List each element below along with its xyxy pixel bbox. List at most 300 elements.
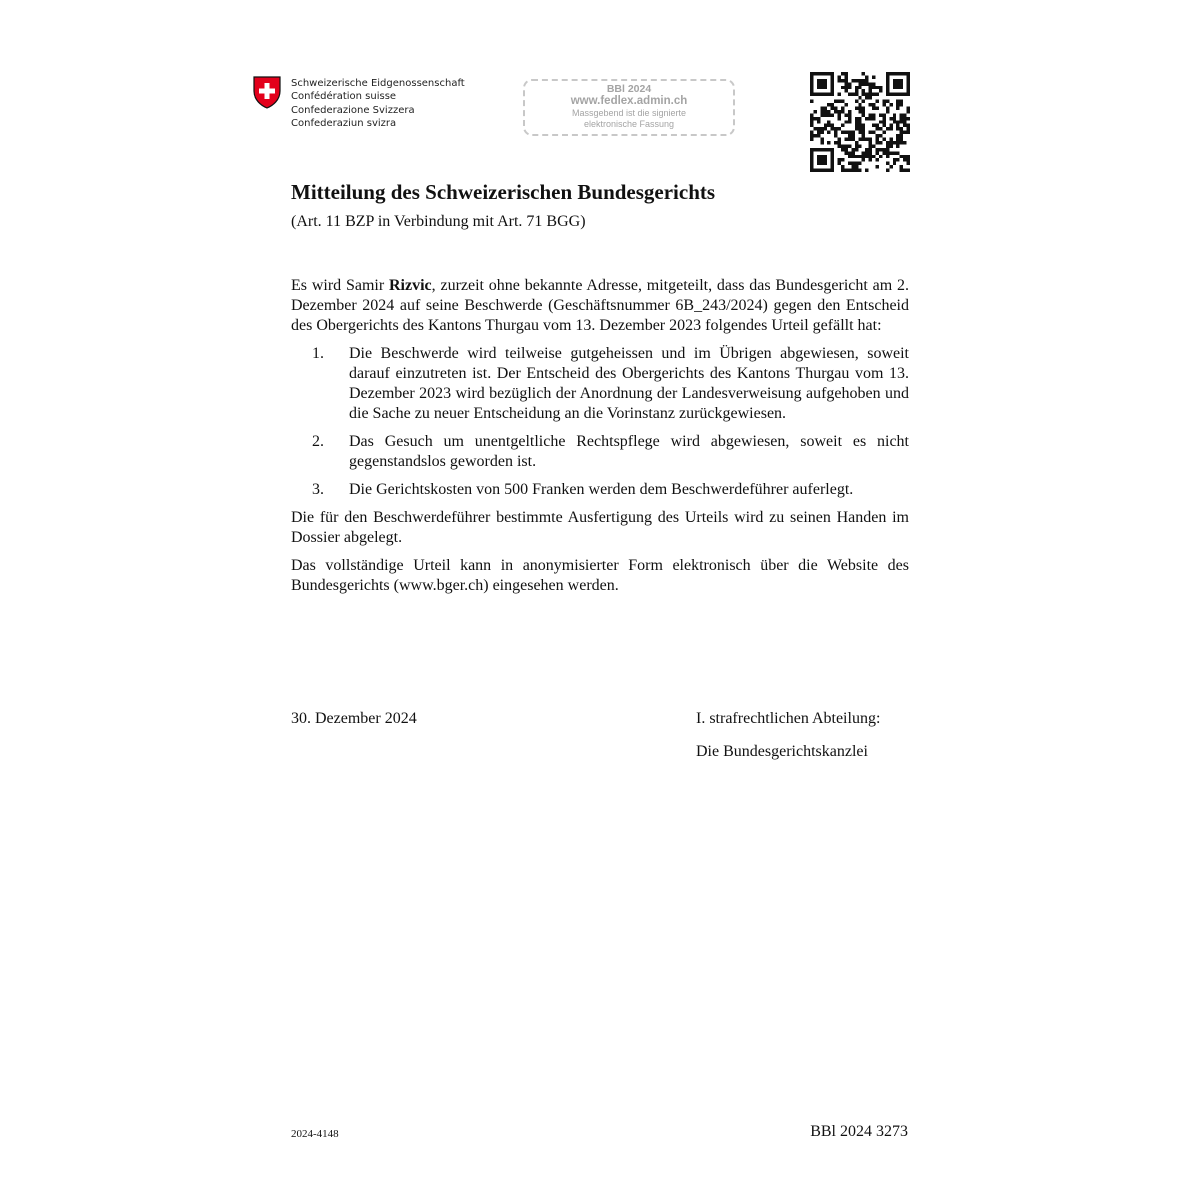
qr-module bbox=[900, 127, 903, 130]
qr-module bbox=[869, 141, 872, 144]
qr-module bbox=[886, 169, 889, 172]
qr-module bbox=[869, 131, 872, 134]
qr-module bbox=[862, 100, 865, 103]
qr-module bbox=[841, 158, 844, 161]
qr-module bbox=[889, 117, 892, 120]
qr-module bbox=[900, 82, 903, 85]
agency-line-it: Confederazione Svizzera bbox=[291, 104, 415, 116]
qr-module bbox=[841, 144, 844, 147]
qr-module bbox=[848, 117, 851, 120]
qr-module bbox=[903, 155, 906, 158]
qr-module bbox=[862, 72, 865, 75]
qr-module bbox=[876, 134, 879, 137]
qr-module bbox=[817, 131, 820, 134]
qr-module bbox=[876, 141, 879, 144]
qr-module bbox=[886, 162, 889, 165]
intro-paragraph bbox=[291, 276, 909, 336]
qr-module bbox=[834, 134, 837, 137]
qr-module bbox=[831, 158, 834, 161]
qr-module bbox=[824, 148, 827, 151]
qr-module bbox=[813, 127, 816, 130]
agency-line-de: Schweizerische Eidgenossenschaft bbox=[291, 78, 465, 89]
qr-module bbox=[844, 79, 847, 82]
qr-module bbox=[810, 138, 813, 141]
qr-module bbox=[855, 86, 858, 89]
qr-module bbox=[813, 110, 816, 113]
qr-module bbox=[824, 127, 827, 130]
qr-module bbox=[838, 110, 841, 113]
qr-module bbox=[831, 148, 834, 151]
qr-module bbox=[810, 93, 813, 96]
qr-module bbox=[858, 131, 861, 134]
page-title: Mitteilung des Schweizerischen Bundesgerichts bbox=[291, 180, 716, 204]
qr-code bbox=[810, 72, 910, 172]
qr-module bbox=[820, 169, 823, 172]
qr-module bbox=[848, 144, 851, 147]
qr-module bbox=[848, 134, 851, 137]
qr-module bbox=[855, 120, 858, 123]
qr-module bbox=[900, 169, 903, 172]
qr-module bbox=[896, 82, 899, 85]
qr-module bbox=[886, 86, 889, 89]
qr-module bbox=[810, 82, 813, 85]
qr-module bbox=[896, 106, 899, 109]
qr-module bbox=[827, 110, 830, 113]
qr-module bbox=[900, 138, 903, 141]
qr-module bbox=[851, 93, 854, 96]
qr-module bbox=[824, 158, 827, 161]
qr-module bbox=[820, 82, 823, 85]
qr-module bbox=[810, 72, 813, 75]
qr-module bbox=[900, 131, 903, 134]
qr-module bbox=[903, 117, 906, 120]
qr-module bbox=[820, 162, 823, 165]
qr-module bbox=[851, 151, 854, 154]
qr-module bbox=[855, 155, 858, 158]
qr-module bbox=[886, 72, 889, 75]
verdict-item-number: 3. bbox=[312, 481, 324, 498]
qr-module bbox=[876, 124, 879, 127]
qr-module bbox=[889, 124, 892, 127]
qr-module bbox=[882, 100, 885, 103]
qr-module bbox=[841, 124, 844, 127]
qr-module bbox=[889, 72, 892, 75]
qr-module bbox=[872, 93, 875, 96]
qr-module bbox=[824, 124, 827, 127]
qr-module bbox=[882, 124, 885, 127]
qr-module bbox=[817, 82, 820, 85]
qr-module bbox=[903, 93, 906, 96]
qr-module bbox=[838, 117, 841, 120]
qr-module bbox=[820, 138, 823, 141]
qr-module bbox=[872, 124, 875, 127]
qr-module bbox=[900, 141, 903, 144]
qr-module bbox=[865, 79, 868, 82]
qr-module bbox=[907, 86, 910, 89]
qr-module bbox=[907, 110, 910, 113]
qr-module bbox=[903, 131, 906, 134]
qr-module bbox=[827, 169, 830, 172]
qr-module bbox=[872, 82, 875, 85]
qr-module bbox=[831, 124, 834, 127]
qr-module bbox=[844, 138, 847, 141]
qr-module bbox=[886, 100, 889, 103]
qr-module bbox=[896, 127, 899, 130]
qr-module bbox=[896, 124, 899, 127]
qr-module bbox=[869, 82, 872, 85]
qr-module bbox=[834, 100, 837, 103]
copy-paragraph: Die für den Beschwerdeführer bestimmte Ausfertigung des Urteils wird zu seinen Handen im Dossier abgelegt. bbox=[291, 509, 909, 546]
qr-module bbox=[879, 148, 882, 151]
qr-module bbox=[876, 93, 879, 96]
qr-module bbox=[838, 93, 841, 96]
qr-module bbox=[862, 113, 865, 116]
qr-module bbox=[817, 120, 820, 123]
qr-module bbox=[824, 93, 827, 96]
qr-module bbox=[893, 151, 896, 154]
qr-module bbox=[882, 131, 885, 134]
qr-module bbox=[824, 72, 827, 75]
qr-module bbox=[865, 96, 868, 99]
qr-module bbox=[903, 158, 906, 161]
qr-module bbox=[838, 138, 841, 141]
qr-module bbox=[831, 151, 834, 154]
qr-module bbox=[810, 169, 813, 172]
qr-module bbox=[893, 120, 896, 123]
qr-module bbox=[869, 113, 872, 116]
qr-module bbox=[848, 82, 851, 85]
qr-module bbox=[844, 86, 847, 89]
qr-module bbox=[820, 141, 823, 144]
qr-module bbox=[838, 100, 841, 103]
qr-module bbox=[900, 134, 903, 137]
qr-module bbox=[862, 158, 865, 161]
qr-module bbox=[886, 155, 889, 158]
intro-lead: Es wird Samir bbox=[291, 277, 389, 294]
qr-module bbox=[865, 138, 868, 141]
qr-module bbox=[831, 89, 834, 92]
qr-module bbox=[817, 169, 820, 172]
qr-module bbox=[893, 93, 896, 96]
qr-module bbox=[810, 120, 813, 123]
qr-module bbox=[827, 93, 830, 96]
document-date: 30. Dezember 2024 bbox=[291, 710, 417, 727]
qr-module bbox=[869, 117, 872, 120]
agency-line-fr: Confédération suisse bbox=[291, 91, 397, 103]
qr-module bbox=[820, 86, 823, 89]
qr-module bbox=[855, 148, 858, 151]
qr-module bbox=[858, 96, 861, 99]
qr-module bbox=[896, 100, 899, 103]
page-reference: BBl 2024 3273 bbox=[810, 1123, 908, 1140]
qr-module bbox=[827, 120, 830, 123]
qr-module bbox=[848, 93, 851, 96]
qr-module bbox=[896, 138, 899, 141]
qr-module bbox=[886, 144, 889, 147]
intro-rest: , zurzeit ohne bekannte Adresse, mitgeteilt, dass das Bundesgericht am 2. Dezember 2024 auf seine Beschwerde (Geschäftsnummer 6B_243/2024) gegen den Entscheid des Obergerichts des Kantons Thurgau vom 13. Dezember 2023 folgendes Urteil gefällt hat: bbox=[291, 277, 910, 334]
swiss-crest-icon bbox=[253, 76, 281, 109]
qr-module bbox=[903, 169, 906, 172]
qr-module bbox=[831, 106, 834, 109]
qr-module bbox=[810, 155, 813, 158]
qr-module bbox=[865, 117, 868, 120]
qr-module bbox=[827, 124, 830, 127]
qr-module bbox=[858, 169, 861, 172]
qr-module bbox=[824, 79, 827, 82]
agency-line-rm: Confederaziun svizra bbox=[291, 117, 397, 129]
qr-module bbox=[903, 113, 906, 116]
qr-module bbox=[876, 151, 879, 154]
qr-module bbox=[851, 79, 854, 82]
qr-module bbox=[876, 148, 879, 151]
qr-module bbox=[900, 86, 903, 89]
qr-module bbox=[858, 124, 861, 127]
qr-module bbox=[848, 155, 851, 158]
qr-module bbox=[869, 138, 872, 141]
qr-module bbox=[893, 82, 896, 85]
stamp-note-1: Massgebend ist die signierte bbox=[571, 108, 687, 118]
qr-module bbox=[907, 169, 910, 172]
qr-module bbox=[810, 158, 813, 161]
qr-module bbox=[882, 117, 885, 120]
qr-module bbox=[869, 89, 872, 92]
verdict-item bbox=[291, 344, 909, 424]
qr-module bbox=[889, 165, 892, 168]
qr-module bbox=[834, 127, 837, 130]
qr-module bbox=[900, 155, 903, 158]
qr-module bbox=[869, 148, 872, 151]
qr-module bbox=[813, 134, 816, 137]
qr-module bbox=[841, 106, 844, 109]
qr-module bbox=[813, 72, 816, 75]
qr-module bbox=[889, 144, 892, 147]
qr-module bbox=[827, 113, 830, 116]
qr-module bbox=[844, 169, 847, 172]
qr-module bbox=[865, 169, 868, 172]
qr-module bbox=[817, 148, 820, 151]
qr-module bbox=[855, 93, 858, 96]
qr-module bbox=[844, 120, 847, 123]
qr-module bbox=[820, 93, 823, 96]
qr-module bbox=[831, 72, 834, 75]
qr-module bbox=[869, 151, 872, 154]
qr-module bbox=[869, 96, 872, 99]
qr-module bbox=[900, 117, 903, 120]
qr-module bbox=[882, 120, 885, 123]
qr-module bbox=[813, 117, 816, 120]
verdict-item-text: Das Gesuch um unentgeltliche Rechtspflege wird abgewiesen, soweit es nicht gegenstandslos geworden ist. bbox=[349, 433, 909, 470]
qr-module bbox=[844, 103, 847, 106]
qr-module bbox=[810, 89, 813, 92]
qr-module bbox=[872, 155, 875, 158]
qr-module bbox=[848, 110, 851, 113]
qr-module bbox=[855, 141, 858, 144]
qr-module bbox=[817, 158, 820, 161]
qr-module bbox=[858, 162, 861, 165]
qr-module bbox=[824, 169, 827, 172]
qr-module bbox=[827, 141, 830, 144]
qr-module bbox=[838, 158, 841, 161]
qr-module bbox=[886, 75, 889, 78]
qr-module bbox=[903, 124, 906, 127]
qr-module bbox=[817, 155, 820, 158]
qr-module bbox=[869, 103, 872, 106]
qr-module bbox=[838, 141, 841, 144]
qr-module bbox=[893, 141, 896, 144]
qr-module bbox=[900, 72, 903, 75]
qr-module bbox=[855, 100, 858, 103]
qr-module bbox=[862, 138, 865, 141]
qr-module bbox=[900, 93, 903, 96]
qr-module bbox=[824, 86, 827, 89]
qr-module bbox=[851, 134, 854, 137]
qr-module bbox=[858, 106, 861, 109]
qr-module bbox=[817, 162, 820, 165]
qr-module bbox=[810, 113, 813, 116]
qr-module bbox=[810, 131, 813, 134]
qr-module bbox=[848, 169, 851, 172]
qr-module bbox=[879, 113, 882, 116]
qr-module bbox=[824, 110, 827, 113]
qr-module bbox=[855, 89, 858, 92]
qr-module bbox=[862, 127, 865, 130]
qr-module bbox=[855, 117, 858, 120]
qr-module bbox=[907, 124, 910, 127]
qr-module bbox=[862, 134, 865, 137]
qr-module bbox=[896, 144, 899, 147]
qr-module bbox=[869, 158, 872, 161]
qr-module bbox=[900, 165, 903, 168]
qr-module bbox=[841, 148, 844, 151]
qr-module bbox=[862, 131, 865, 134]
qr-module bbox=[882, 103, 885, 106]
qr-module bbox=[903, 120, 906, 123]
qr-module bbox=[872, 86, 875, 89]
qr-module bbox=[858, 120, 861, 123]
qr-module bbox=[876, 158, 879, 161]
qr-module bbox=[813, 93, 816, 96]
qr-module bbox=[851, 138, 854, 141]
qr-module bbox=[855, 124, 858, 127]
qr-module bbox=[907, 82, 910, 85]
qr-module bbox=[813, 148, 816, 151]
qr-module bbox=[817, 117, 820, 120]
qr-module bbox=[855, 165, 858, 168]
qr-module bbox=[858, 110, 861, 113]
qr-module bbox=[886, 127, 889, 130]
qr-module bbox=[848, 162, 851, 165]
qr-module bbox=[827, 131, 830, 134]
qr-module bbox=[869, 155, 872, 158]
qr-module bbox=[879, 120, 882, 123]
qr-module bbox=[896, 79, 899, 82]
qr-module bbox=[851, 165, 854, 168]
qr-module bbox=[858, 155, 861, 158]
qr-module bbox=[886, 106, 889, 109]
qr-module bbox=[810, 75, 813, 78]
qr-module bbox=[824, 155, 827, 158]
qr-module bbox=[893, 158, 896, 161]
qr-module bbox=[831, 169, 834, 172]
qr-module bbox=[858, 82, 861, 85]
qr-module bbox=[834, 141, 837, 144]
qr-module bbox=[844, 72, 847, 75]
qr-module bbox=[903, 72, 906, 75]
person-name: Rizvic bbox=[389, 277, 432, 294]
qr-module bbox=[886, 110, 889, 113]
verdict-item-text: Die Beschwerde wird teilweise gutgeheissen und im Übrigen abgewiesen, soweit darauf einzutreten ist. Der Entscheid des Obergerichts des Kantons Thurgau vom 13. Dezember 2023 wird bezüglich der Anordnung der Landesverweisung aufgehoben und die Sache zu neuer Entscheidung an die Vorinstanz zurückgewiesen. bbox=[349, 345, 909, 422]
qr-module bbox=[851, 155, 854, 158]
qr-module bbox=[889, 141, 892, 144]
qr-module bbox=[838, 79, 841, 82]
qr-module bbox=[820, 158, 823, 161]
qr-module bbox=[844, 151, 847, 154]
qr-module bbox=[876, 127, 879, 130]
qr-module bbox=[831, 162, 834, 165]
qr-module bbox=[855, 162, 858, 165]
qr-module bbox=[838, 144, 841, 147]
qr-module bbox=[844, 82, 847, 85]
qr-module bbox=[824, 106, 827, 109]
qr-module bbox=[831, 82, 834, 85]
qr-module bbox=[858, 86, 861, 89]
qr-module bbox=[882, 113, 885, 116]
qr-module bbox=[810, 165, 813, 168]
qr-module bbox=[893, 72, 896, 75]
qr-module bbox=[896, 72, 899, 75]
qr-module bbox=[831, 79, 834, 82]
qr-module bbox=[872, 117, 875, 120]
qr-module bbox=[872, 144, 875, 147]
qr-module bbox=[848, 120, 851, 123]
qr-module bbox=[872, 106, 875, 109]
qr-module bbox=[876, 165, 879, 168]
qr-module bbox=[820, 72, 823, 75]
qr-module bbox=[834, 106, 837, 109]
qr-module bbox=[879, 141, 882, 144]
qr-module bbox=[879, 89, 882, 92]
qr-module bbox=[889, 151, 892, 154]
qr-module bbox=[820, 131, 823, 134]
qr-module bbox=[827, 148, 830, 151]
qr-module bbox=[862, 82, 865, 85]
qr-module bbox=[831, 113, 834, 116]
verdict-list bbox=[291, 344, 909, 500]
qr-module bbox=[844, 113, 847, 116]
qr-module bbox=[831, 155, 834, 158]
qr-module bbox=[820, 155, 823, 158]
qr-module bbox=[820, 110, 823, 113]
qr-module bbox=[858, 127, 861, 130]
qr-module bbox=[817, 93, 820, 96]
qr-module bbox=[820, 148, 823, 151]
qr-module bbox=[876, 106, 879, 109]
verdict-item bbox=[291, 480, 909, 500]
qr-module bbox=[858, 138, 861, 141]
stamp-note-2: elektronische Fassung bbox=[583, 119, 675, 129]
qr-module bbox=[872, 131, 875, 134]
qr-module bbox=[907, 127, 910, 130]
qr-module bbox=[907, 117, 910, 120]
qr-module bbox=[817, 127, 820, 130]
qr-module bbox=[817, 134, 820, 137]
qr-module bbox=[862, 89, 865, 92]
qr-module bbox=[831, 127, 834, 130]
qr-module bbox=[865, 75, 868, 78]
agency-name bbox=[291, 77, 465, 130]
qr-module bbox=[907, 79, 910, 82]
qr-module bbox=[872, 113, 875, 116]
